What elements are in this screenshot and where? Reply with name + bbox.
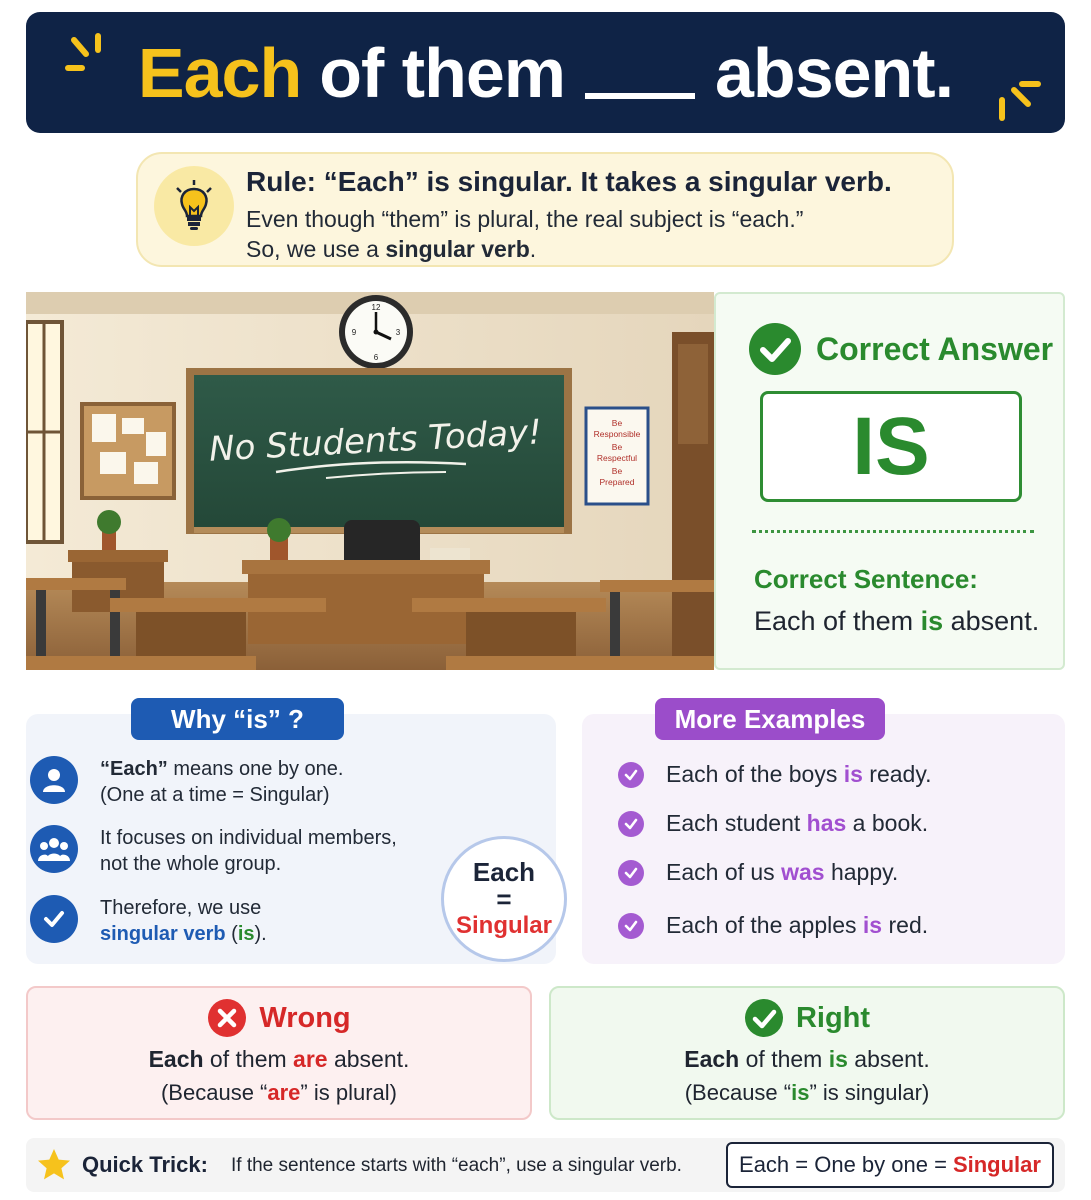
divider <box>752 530 1034 533</box>
rule-box <box>136 152 954 267</box>
check-icon <box>618 860 644 886</box>
svg-text:Prepared: Prepared <box>599 477 635 487</box>
rule-line-2: So, we use a singular verb. <box>246 236 537 262</box>
quick-trick-label: Quick Trick: <box>82 1152 208 1177</box>
title-of-them: of them <box>319 33 565 112</box>
correct-answer-panel <box>714 292 1065 670</box>
quick-trick-text: If the sentence starts with “each”, use a singular verb. <box>231 1155 682 1176</box>
checkmark-icon <box>744 998 784 1038</box>
chalkboard <box>186 368 572 534</box>
example-item: Each student has a book. <box>618 810 928 837</box>
correct-answer-header <box>748 322 1053 376</box>
page-title <box>26 12 1065 133</box>
title-blank <box>585 47 695 99</box>
each-equals-singular-badge: Each = Singular <box>441 836 567 962</box>
chalkboard-text: No Students Today! <box>208 412 543 470</box>
svg-text:6: 6 <box>373 353 379 362</box>
window <box>26 322 62 542</box>
right-sentence: Each of them is absent. <box>684 1046 930 1072</box>
why-heading: Why “is” ? <box>131 698 344 740</box>
title-each: Each <box>137 33 302 112</box>
right-box <box>549 986 1065 1120</box>
check-circle-icon <box>30 895 78 943</box>
rule-title: Rule: “Each” is singular. It takes a singular verb. <box>246 166 892 197</box>
rules-poster <box>586 408 648 504</box>
svg-text:Be: Be <box>611 466 623 476</box>
check-icon <box>618 762 644 788</box>
why-text-1: “Each” means one by one. (One at a time = Singular) <box>100 758 344 806</box>
why-text-2: It focuses on individual members, not the whole group. <box>100 827 397 875</box>
rule-singular-verb: singular verb <box>385 236 530 262</box>
wrong-sentence: Each of them are absent. <box>148 1046 410 1072</box>
why-item-3 <box>30 895 267 947</box>
title-absent: absent. <box>715 33 954 112</box>
correct-verb: is <box>920 606 944 636</box>
svg-text:9: 9 <box>351 328 357 337</box>
quick-trick-formula: Each = One by one = Singular <box>726 1142 1054 1188</box>
quick-trick-bar <box>26 1138 1065 1192</box>
example-item: Each of us was happy. <box>618 859 898 886</box>
svg-text:3: 3 <box>395 328 401 337</box>
wrong-box <box>26 986 532 1120</box>
answer-value-box: IS <box>760 391 1022 502</box>
check-icon <box>618 913 644 939</box>
svg-text:Responsible: Responsible <box>593 429 641 439</box>
lightbulb-icon <box>154 166 234 246</box>
why-text-3: Therefore, we use singular verb (is). <box>100 897 267 945</box>
correct-sentence-label: Correct Sentence: <box>754 564 978 594</box>
checkmark-icon <box>748 322 802 376</box>
example-item: Each of the apples is red. <box>618 912 928 939</box>
rule-line-1: Even though “them” is plural, the real subject is “each.” <box>246 206 804 232</box>
wrong-label: Wrong <box>259 1001 351 1034</box>
x-circle-icon <box>207 998 247 1038</box>
person-icon <box>30 756 78 804</box>
right-label: Right <box>795 1001 871 1034</box>
svg-text:Be: Be <box>611 418 623 428</box>
why-item-1 <box>30 756 344 808</box>
title-banner <box>26 12 1065 133</box>
wall-clock <box>339 295 413 369</box>
svg-text:Be: Be <box>611 442 623 452</box>
svg-text:12: 12 <box>371 303 381 312</box>
classroom-illustration <box>26 292 714 670</box>
star-icon <box>36 1147 72 1183</box>
check-icon <box>618 811 644 837</box>
right-reason: (Because “is” is singular) <box>684 1080 930 1105</box>
correct-sentence: Each of them is absent. <box>754 606 1040 636</box>
sparkle-icon <box>992 78 1052 138</box>
why-item-2 <box>30 825 397 877</box>
wrong-reason: (Because “are” is plural) <box>160 1080 397 1105</box>
example-item: Each of the boys is ready. <box>618 761 932 788</box>
correct-answer-label: Correct Answer <box>816 330 1054 367</box>
bulletin-board <box>82 404 174 498</box>
group-icon <box>30 825 78 873</box>
svg-text:Respectful: Respectful <box>596 453 638 463</box>
more-examples-heading: More Examples <box>655 698 885 740</box>
